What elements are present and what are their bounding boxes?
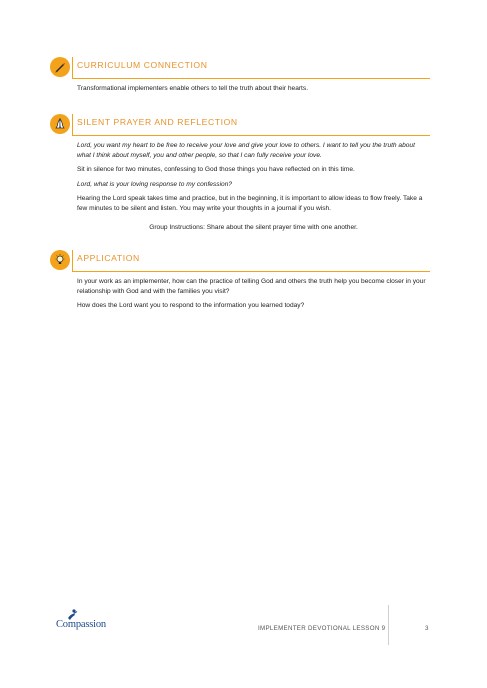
section-silent-prayer bbox=[50, 114, 430, 237]
pencil-icon bbox=[50, 57, 70, 77]
section-title: CURRICULUM CONNECTION bbox=[77, 60, 208, 70]
section-application bbox=[50, 250, 430, 316]
running-title: IMPLEMENTER DEVOTIONAL LESSON 9 bbox=[258, 625, 386, 632]
section-body bbox=[50, 272, 430, 311]
paragraph: Lord, what is your loving response to my confession? bbox=[77, 180, 233, 188]
section-body bbox=[50, 136, 430, 232]
section-header bbox=[50, 57, 430, 79]
section-title: APPLICATION bbox=[77, 253, 140, 263]
header-divider bbox=[72, 250, 73, 272]
section-header bbox=[50, 114, 430, 136]
paragraph: In your work as an implementer, how can the practice of telling God and others the truth help you become closer in your relationship with God and with the families you visit? bbox=[77, 278, 426, 295]
section-header bbox=[50, 250, 430, 272]
header-rule bbox=[73, 271, 430, 272]
section-title: SILENT PRAYER AND REFLECTION bbox=[77, 117, 238, 127]
logo-text: Compassion bbox=[56, 619, 106, 630]
paragraph: Hearing the Lord speak takes time and practice, but in the beginning, it is important to allow ideas to flow freely. Take a few minutes to be silent and listen. You may write your thoughts in a journal if you wish. bbox=[77, 195, 423, 212]
page-number: 3 bbox=[425, 625, 429, 632]
section-curriculum-connection bbox=[50, 57, 430, 99]
group-instructions: Group Instructions: Share about the silent prayer time with one another. bbox=[149, 223, 358, 231]
compassion-logo bbox=[56, 609, 126, 633]
header-divider bbox=[72, 57, 73, 79]
footer-divider bbox=[388, 605, 389, 645]
paragraph: Lord, you want my heart to be free to receive your love and give your love to others. I want to tell you the truth about what I think about myself, you and other people, so that I can fully receive your love. bbox=[77, 142, 415, 159]
praying-hands-icon bbox=[50, 114, 70, 134]
paragraph: Transformational implementers enable others to tell the truth about their hearts. bbox=[77, 85, 309, 92]
header-rule bbox=[73, 78, 430, 79]
section-body bbox=[50, 79, 430, 94]
lightbulb-icon bbox=[50, 250, 70, 270]
paragraph: Sit in silence for two minutes, confessing to God those things you have reflected on in this time. bbox=[77, 166, 355, 174]
paragraph: How does the Lord want you to respond to the information you learned today? bbox=[77, 302, 305, 310]
header-divider bbox=[72, 114, 73, 136]
header-rule bbox=[73, 135, 430, 136]
